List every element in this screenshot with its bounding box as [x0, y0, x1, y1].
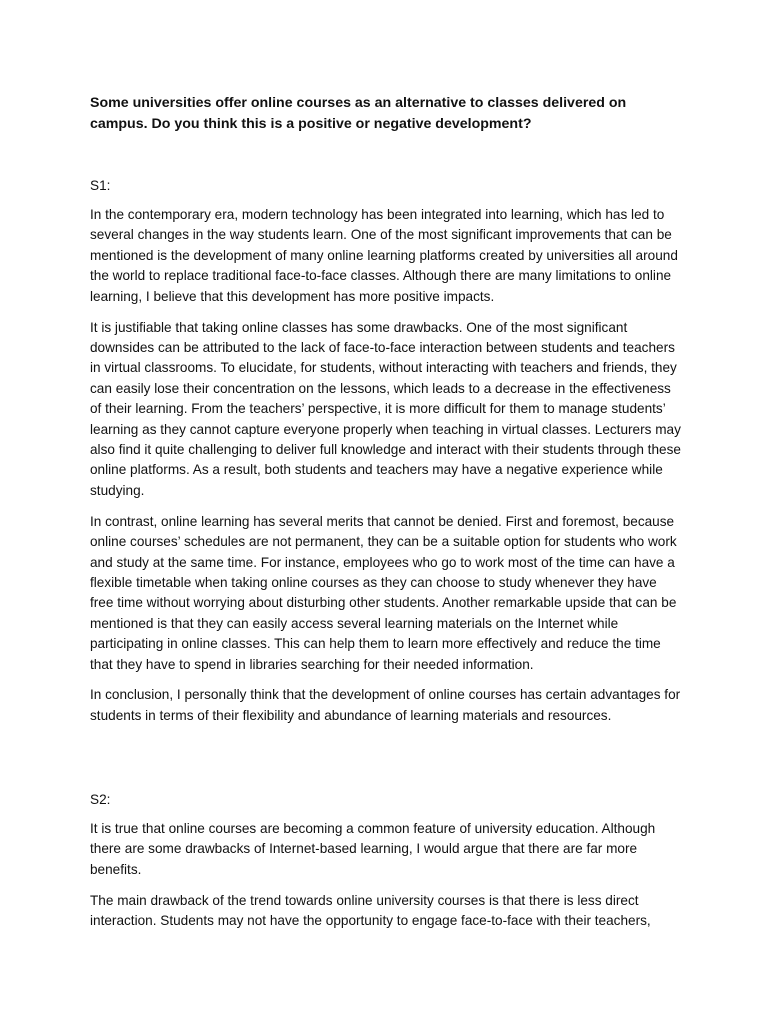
sample-1-paragraph-intro: In the contemporary era, modern technology has been integrated into learning, which has led to several changes in the way students learn. One of the most significant improvements that can be mentioned is the development of many online learning platforms created by universities all around the world to replace traditional face-to-face classes. Although there are many limitations to online learning, I believe that this development has more positive impacts. [90, 207, 678, 304]
document-page [90, 0, 680, 1024]
sample-1-paragraph-merits: In contrast, online learning has several merits that cannot be denied. First and foremost, because online courses’ schedules are not permanent, they can be a suitable option for students who work and study at the same time. For instance, employees who go to work most of the time can have a flexible timetable when taking online courses as they can choose to study whenever they have free time without worrying about disturbing other students. Another remarkable upside that can be mentioned is that they can easily access several learning materials on the Internet while participating in online classes. This can help them to learn more effectively and reduce the time that they have to spend in libraries searching for their needed information. [90, 513, 677, 672]
sample-2-label: S2: [90, 792, 111, 807]
essay-question: Some universities offer online courses as an alternative to classes delivered on campus. Do you think this is a positive or negative development? [90, 95, 627, 132]
sample-2-paragraph-intro: It is true that online courses are becoming a common feature of university education. Although there are some drawbacks of Internet-based learning, I would argue that there are far more benefits. [90, 821, 656, 877]
sample-2-essay [90, 819, 682, 942]
sample-1-paragraph-conclusion: In conclusion, I personally think that the development of online courses has certain advantages for students in terms of their flexibility and abundance of learning materials and resources. [90, 687, 681, 723]
sample-2-paragraph-drawback: The main drawback of the trend towards online university courses is that there is less direct interaction. Students may not have the opportunity to engage face-to-face with their teachers, [90, 892, 651, 929]
sample-1-paragraph-drawbacks: It is justifiable that taking online classes has some drawbacks. One of the most significant downsides can be attributed to the lack of face-to-face interaction between students and teachers in virtual classrooms. To elucidate, for students, without interacting with teachers and friends, they can easily lose their concentration on the lessons, which leads to a decrease in the effectiveness of their learning. From the teachers’ perspective, it is more difficult for them to manage students’ learning as they cannot capture everyone properly when teaching in virtual classes. Lecturers may also find it quite challenging to deliver full knowledge and interact with their students through these online platforms. As a result, both students and teachers may have a negative experience while studying. [90, 319, 681, 498]
sample-1-label: S1: [90, 178, 111, 193]
sample-1-essay [90, 205, 682, 737]
